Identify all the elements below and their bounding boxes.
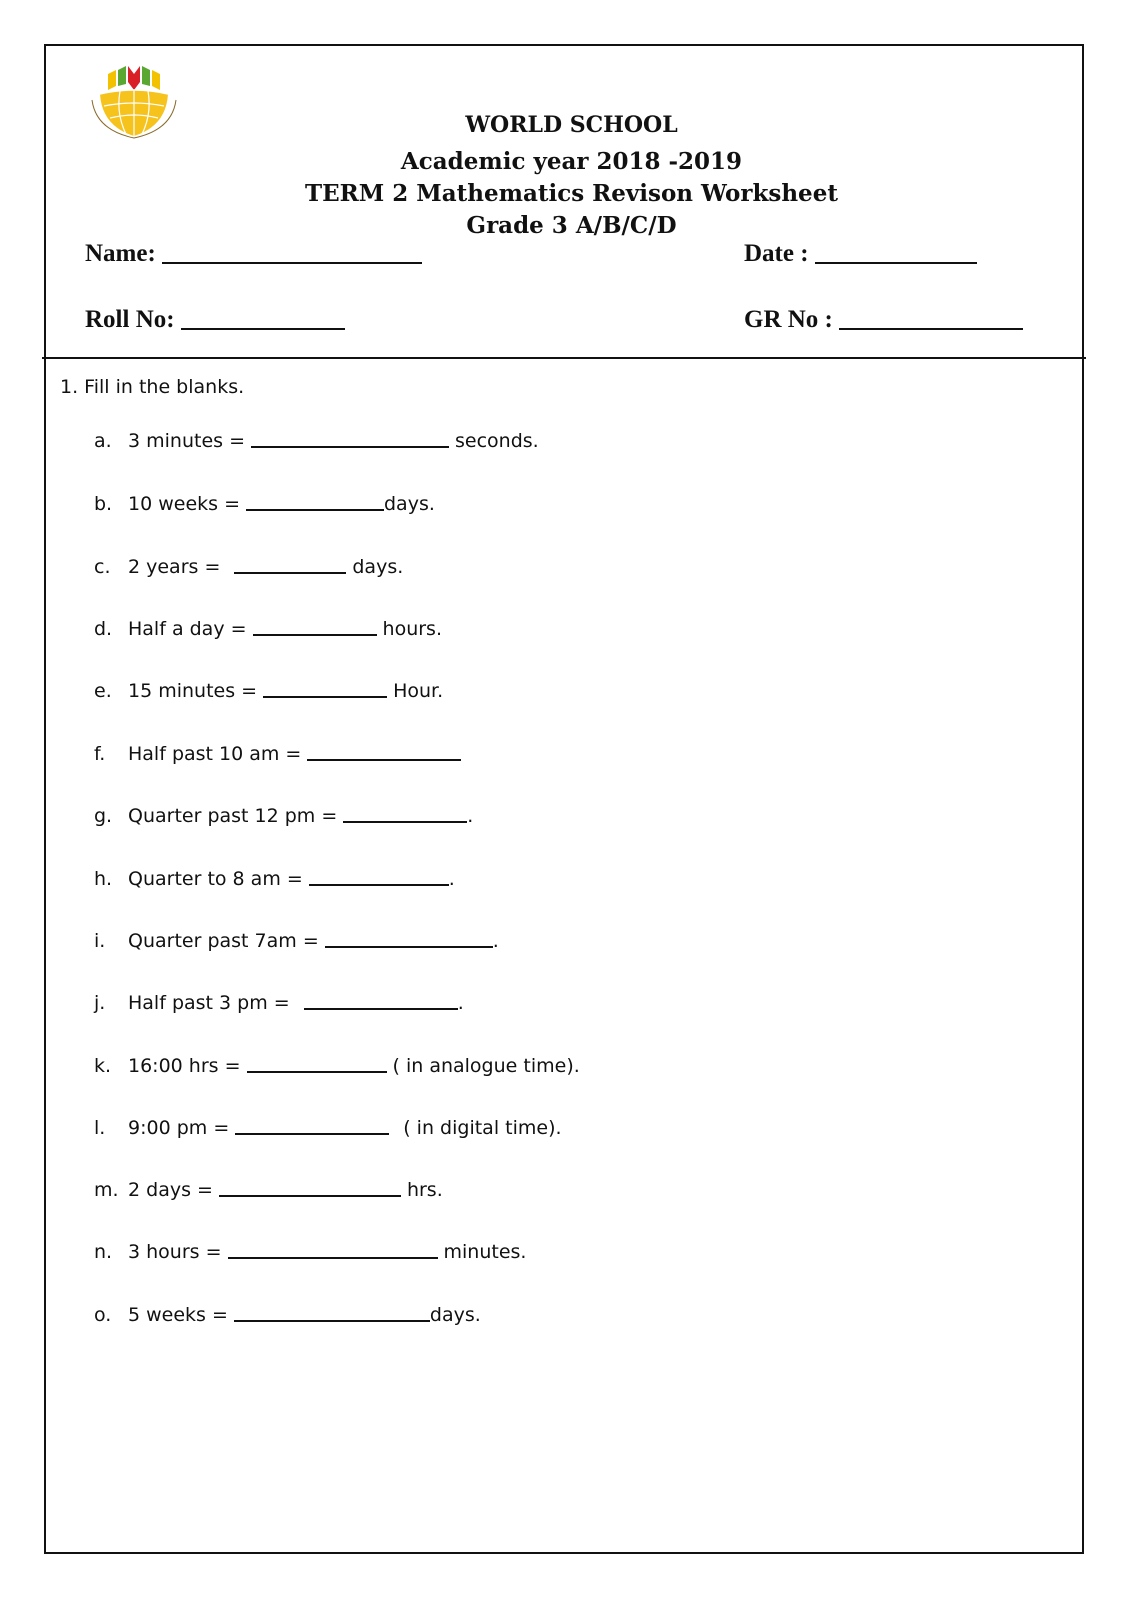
item-prompt: Quarter past 12 pm = bbox=[128, 805, 338, 827]
item-suffix: days. bbox=[384, 493, 435, 515]
item-letter: a. bbox=[94, 430, 112, 452]
item-suffix: Hour. bbox=[393, 680, 444, 702]
name-field bbox=[85, 240, 422, 268]
item-letter: j. bbox=[94, 992, 106, 1014]
item-suffix: days. bbox=[429, 1304, 481, 1326]
item-prompt: Half a day = bbox=[128, 618, 247, 640]
question-item bbox=[94, 868, 455, 890]
item-prompt: 10 weeks = bbox=[128, 493, 240, 515]
item-letter: g. bbox=[94, 805, 113, 827]
item-letter: i. bbox=[94, 930, 106, 952]
question-item bbox=[94, 556, 403, 578]
item-suffix: . bbox=[492, 930, 499, 952]
roll-blank[interactable] bbox=[181, 327, 345, 330]
item-letter: k. bbox=[94, 1055, 112, 1077]
answer-blank[interactable] bbox=[304, 1007, 458, 1010]
item-suffix: hours. bbox=[382, 618, 442, 640]
item-prompt: 3 hours = bbox=[128, 1241, 222, 1263]
worksheet-border bbox=[44, 44, 1084, 1554]
item-letter: b. bbox=[94, 493, 113, 515]
answer-blank[interactable] bbox=[246, 508, 384, 511]
answer-blank[interactable] bbox=[343, 820, 467, 823]
item-prompt: 5 weeks = bbox=[128, 1304, 228, 1326]
header-divider bbox=[42, 357, 1086, 359]
item-prompt: Quarter past 7am = bbox=[128, 930, 319, 952]
answer-blank[interactable] bbox=[234, 1319, 430, 1322]
answer-blank[interactable] bbox=[234, 571, 346, 574]
date-blank[interactable] bbox=[815, 261, 977, 264]
item-prompt: Quarter to 8 am = bbox=[128, 868, 303, 890]
item-suffix: hrs. bbox=[406, 1179, 443, 1201]
name-blank[interactable] bbox=[162, 261, 422, 264]
item-letter: f. bbox=[94, 743, 106, 765]
item-suffix: ( in digital time). bbox=[403, 1117, 562, 1139]
item-prompt: 15 minutes = bbox=[128, 680, 258, 702]
academic-year: Academic year 2018 -2019 bbox=[400, 148, 743, 175]
date-field bbox=[744, 240, 977, 268]
question-item bbox=[94, 618, 442, 640]
item-prompt: 9:00 pm = bbox=[128, 1117, 230, 1139]
answer-blank[interactable] bbox=[253, 633, 377, 636]
answer-blank[interactable] bbox=[235, 1132, 389, 1135]
item-letter: o. bbox=[94, 1304, 112, 1326]
answer-blank[interactable] bbox=[307, 758, 461, 761]
item-letter: l. bbox=[94, 1117, 106, 1139]
question-item bbox=[94, 430, 539, 452]
gr-field bbox=[744, 306, 1023, 334]
roll-label: Roll No: bbox=[85, 306, 175, 333]
question-item bbox=[94, 743, 467, 765]
roll-field bbox=[85, 306, 345, 334]
name-label: Name: bbox=[85, 240, 156, 267]
item-suffix: . bbox=[448, 868, 455, 890]
answer-blank[interactable] bbox=[247, 1070, 387, 1073]
question-item bbox=[94, 1304, 481, 1326]
school-name: WORLD SCHOOL bbox=[465, 112, 678, 138]
item-prompt: Half past 10 am = bbox=[128, 743, 302, 765]
answer-blank[interactable] bbox=[251, 445, 449, 448]
item-prompt: Half past 3 pm = bbox=[128, 992, 290, 1014]
question-item bbox=[94, 930, 499, 952]
item-prompt: 2 years = bbox=[128, 556, 221, 578]
answer-blank[interactable] bbox=[309, 883, 449, 886]
item-prompt: 3 minutes = bbox=[128, 430, 245, 452]
answer-blank[interactable] bbox=[219, 1194, 401, 1197]
gr-label: GR No : bbox=[744, 306, 833, 333]
answer-blank[interactable] bbox=[263, 695, 387, 698]
question-item bbox=[94, 493, 435, 515]
item-letter: m. bbox=[94, 1179, 119, 1201]
question-item bbox=[94, 1117, 562, 1139]
item-letter: c. bbox=[94, 556, 111, 578]
item-suffix: days. bbox=[352, 556, 404, 578]
answer-blank[interactable] bbox=[325, 945, 493, 948]
question-item bbox=[94, 1055, 580, 1077]
item-prompt: 2 days = bbox=[128, 1179, 213, 1201]
item-suffix: . bbox=[457, 992, 464, 1014]
item-suffix: ( in analogue time). bbox=[392, 1055, 580, 1077]
date-label: Date : bbox=[744, 240, 809, 267]
question-item bbox=[94, 680, 443, 702]
item-letter: h. bbox=[94, 868, 113, 890]
item-letter: e. bbox=[94, 680, 112, 702]
worksheet-title: TERM 2 Mathematics Revison Worksheet bbox=[305, 180, 838, 207]
item-suffix: minutes. bbox=[443, 1241, 527, 1263]
question-item bbox=[94, 1179, 443, 1201]
question-item bbox=[94, 805, 473, 827]
item-prompt: 16:00 hrs = bbox=[128, 1055, 241, 1077]
item-suffix: . bbox=[467, 805, 474, 827]
item-suffix: seconds. bbox=[455, 430, 539, 452]
question-item bbox=[94, 992, 464, 1014]
grade-label: Grade 3 A/B/C/D bbox=[466, 212, 677, 239]
item-letter: n. bbox=[94, 1241, 113, 1263]
gr-blank[interactable] bbox=[839, 327, 1023, 330]
question-item bbox=[94, 1241, 526, 1263]
item-letter: d. bbox=[94, 618, 113, 640]
answer-blank[interactable] bbox=[228, 1256, 438, 1259]
question-title: 1. Fill in the blanks. bbox=[60, 376, 245, 398]
